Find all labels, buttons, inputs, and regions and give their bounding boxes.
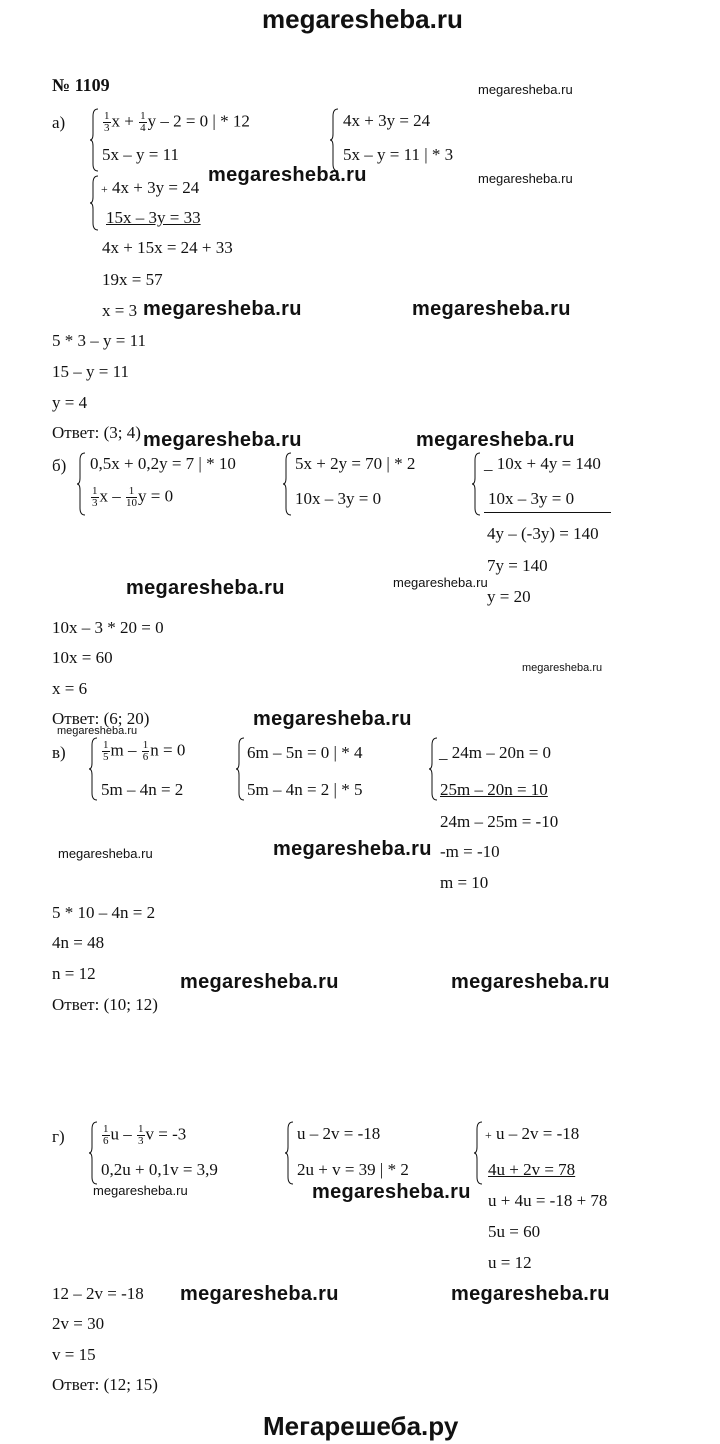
brace-icon (89, 737, 99, 801)
answer-b: Ответ: (6; 20) (52, 709, 150, 728)
work-line: x = 3 (102, 301, 138, 320)
brace-icon (90, 175, 100, 231)
part-g-label: г) (52, 1127, 65, 1146)
watermark: megaresheba.ru (522, 662, 603, 674)
answer-v: Ответ: (10; 12) (52, 995, 158, 1014)
work-line: 2v = 30 (52, 1314, 105, 1333)
work-line: v = 15 (52, 1345, 96, 1364)
work-line: 12 – 2v = -18 (52, 1284, 144, 1303)
watermark: megaresheba.ru (208, 164, 367, 186)
work-line: 5 * 3 – y = 11 (52, 331, 146, 350)
work-line: 4x + 15x = 24 + 33 (102, 238, 233, 257)
watermark: megaresheba.ru (93, 1183, 188, 1198)
work-line: 10x = 60 (52, 648, 113, 667)
fraction: $\frac{1}{10}$ (126, 485, 137, 509)
work-line: n = 12 (52, 964, 96, 983)
problem-number: № 1109 (52, 75, 110, 95)
brace-icon (474, 1121, 484, 1185)
part-a-label: а) (52, 113, 66, 132)
fraction: $\frac{1}{5}$ (103, 739, 109, 763)
fraction: $\frac{1}{3}$ (92, 485, 98, 509)
brace-icon (285, 1121, 295, 1185)
part-b-label: б) (52, 456, 67, 475)
watermark: megaresheba.ru (312, 1181, 471, 1203)
system-a3-line2: 15x – 3y = 33 (106, 208, 201, 227)
system-g1-line1: $\frac{1}{6}$ u – $\frac{1}{3}$ v = -3 (103, 1123, 187, 1147)
system-g2-line1: u – 2v = -18 (297, 1124, 381, 1143)
system-b1-line2: $\frac{1}{3}$ x – $\frac{1}{10}$ y = 0 (92, 485, 174, 509)
watermark: megaresheba.ru (273, 838, 432, 860)
site-footer: Мегарешеба.ру (263, 1411, 459, 1441)
fraction: $\frac{1}{6}$ (103, 1123, 109, 1147)
work-line: 4n = 48 (52, 933, 105, 952)
system-g3-line1: + u – 2v = -18 (485, 1124, 580, 1143)
system-b1-line1: 0,5x + 0,2y = 7 | * 10 (90, 454, 236, 473)
system-a1-line1: $\frac{1}{3}$ x + $\frac{1}{4}$ y – 2 = 0 | * 12 (104, 110, 250, 134)
watermark: megaresheba.ru (416, 429, 575, 451)
system-a3-line1: + 4x + 3y = 24 (101, 178, 200, 197)
system-g3-line2: 4u + 2v = 78 (488, 1160, 576, 1179)
watermark: megaresheba.ru (253, 708, 412, 730)
work-line: 19x = 57 (102, 270, 163, 289)
watermark: megaresheba.ru (451, 1283, 610, 1305)
answer-a: Ответ: (3; 4) (52, 423, 141, 442)
watermark: megaresheba.ru (57, 725, 138, 737)
part-v-label: в) (52, 743, 66, 762)
watermark: megaresheba.ru (180, 1283, 339, 1305)
watermark: megaresheba.ru (478, 171, 573, 186)
fraction: $\frac{1}{4}$ (140, 110, 146, 134)
answer-g: Ответ: (12; 15) (52, 1375, 158, 1394)
system-v1-line1: $\frac{1}{5}$ m – $\frac{1}{6}$ n = 0 (103, 739, 186, 763)
brace-icon (77, 452, 87, 516)
work-line: 24m – 25m = -10 (440, 812, 559, 831)
system-v2-line1: 6m – 5n = 0 | * 4 (247, 743, 363, 762)
work-line: 4y – (-3y) = 140 (487, 524, 599, 543)
brace-icon (472, 452, 482, 516)
work-line: m = 10 (440, 873, 489, 892)
brace-icon (330, 108, 340, 172)
fraction: $\frac{1}{6}$ (142, 739, 149, 763)
work-line: x = 6 (52, 679, 88, 698)
system-v3-line2: 25m – 20n = 10 (440, 780, 548, 799)
brace-icon (236, 737, 246, 801)
brace-icon (283, 452, 293, 516)
work-line: y = 20 (487, 587, 531, 606)
work-line: y = 4 (52, 393, 88, 412)
work-line: u = 12 (488, 1253, 532, 1272)
watermark: megaresheba.ru (143, 429, 302, 451)
work-line: 15 – y = 11 (52, 362, 129, 381)
watermark: megaresheba.ru (126, 577, 285, 599)
brace-icon (429, 737, 439, 801)
system-a2-line2: 5x – y = 11 | * 3 (343, 145, 454, 164)
system-a2-line1: 4x + 3y = 24 (343, 111, 431, 130)
watermark: megaresheba.ru (412, 298, 571, 320)
system-b2-line1: 5x + 2y = 70 | * 2 (295, 454, 416, 473)
work-line: 5u = 60 (488, 1222, 541, 1241)
watermark: megaresheba.ru (143, 298, 302, 320)
brace-icon (89, 1121, 99, 1185)
system-b3-line1: _ 10x + 4y = 140 (484, 454, 601, 473)
system-b3-line2: 10x – 3y = 0 (488, 489, 575, 508)
watermark: megaresheba.ru (393, 575, 488, 590)
system-b2-line2: 10x – 3y = 0 (295, 489, 382, 508)
work-line: 10x – 3 * 20 = 0 (52, 618, 164, 637)
system-g1-line2: 0,2u + 0,1v = 3,9 (101, 1160, 218, 1179)
watermark: megaresheba.ru (478, 82, 573, 97)
watermark: megaresheba.ru (451, 971, 610, 993)
work-line: -m = -10 (440, 842, 500, 861)
system-v2-line2: 5m – 4n = 2 | * 5 (247, 780, 363, 799)
site-header: megaresheba.ru (262, 4, 463, 34)
system-v1-line2: 5m – 4n = 2 (101, 780, 184, 799)
fraction: $\frac{1}{3}$ (104, 110, 110, 134)
work-line: u + 4u = -18 + 78 (488, 1191, 608, 1210)
watermark: megaresheba.ru (180, 971, 339, 993)
system-v3-line1: _ 24m – 20n = 0 (439, 743, 552, 762)
work-line: 7y = 140 (487, 556, 548, 575)
work-line: 5 * 10 – 4n = 2 (52, 903, 156, 922)
system-g2-line2: 2u + v = 39 | * 2 (297, 1160, 409, 1179)
watermark: megaresheba.ru (58, 846, 153, 861)
fraction: $\frac{1}{3}$ (138, 1123, 144, 1147)
sum-rule (484, 512, 611, 513)
system-a1-line2: 5x – y = 11 (102, 145, 179, 164)
brace-icon (90, 108, 100, 172)
